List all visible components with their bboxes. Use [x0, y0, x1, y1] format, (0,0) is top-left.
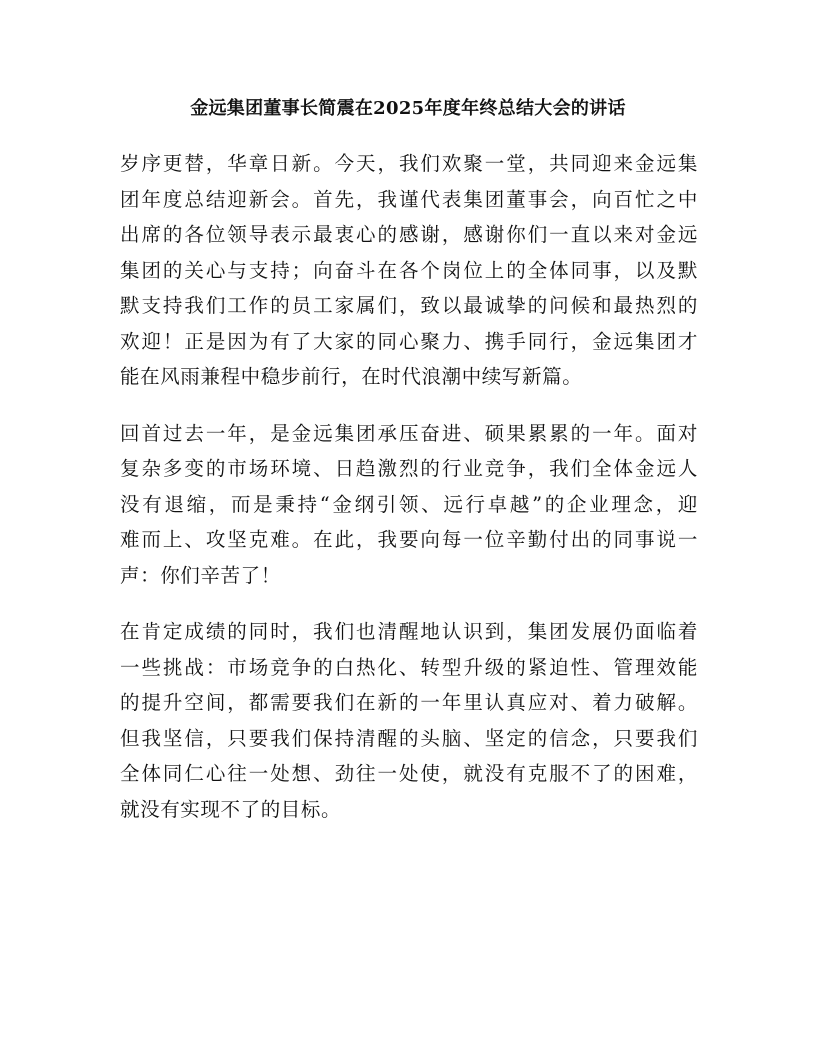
- paragraph-line: 声：你们辛苦了！: [120, 563, 281, 587]
- paragraph-line: 但我坚信，只要我们保持清醒的头脑、坚定的信念，只要我们: [120, 726, 698, 750]
- paragraph-line: 集团的关心与支持；向奋斗在各个岗位上的全体同事，以及默: [120, 258, 698, 282]
- paragraph-line: 团年度总结迎新会。首先，我谨代表集团董事会，向百忙之中: [120, 187, 698, 211]
- paragraph-line: 岁序更替，华章日新。今天，我们欢聚一堂，共同迎来金远集: [120, 152, 698, 175]
- paragraph-line: 难而上、攻坚克难。在此，我要向每一位辛勤付出的同事说一: [120, 528, 698, 551]
- paragraph-line: 的提升空间，都需要我们在新的一年里认真应对、着力破解。: [120, 691, 698, 714]
- paragraph-line: 出席的各位领导表示最衷心的感谢，感谢你们一直以来对金远: [120, 223, 698, 246]
- paragraph-1: [120, 146, 698, 395]
- paragraph-line: 没有退缩，而是秉持“金纲引领、远行卓越”的企业理念，迎: [120, 492, 698, 516]
- paragraph-line: 就没有实现不了的目标。: [120, 797, 342, 821]
- paragraph-line: 能在风雨兼程中稳步前行，在时代浪潮中续写新篇。: [120, 365, 583, 388]
- paragraph-line: 回首过去一年，是金远集团承压奋进、硕果累累的一年。面对: [120, 421, 698, 445]
- paragraph-line: 默支持我们工作的员工家属们，致以最诚挚的问候和最热烈的: [120, 294, 698, 317]
- paragraph-line: 复杂多变的市场环境、日趋激烈的行业竞争，我们全体金远人: [120, 457, 698, 480]
- paragraph-3: [120, 614, 698, 827]
- paragraph-line: 全体同仁心往一处想、劲往一处使，就没有克服不了的困难，: [120, 762, 698, 785]
- paragraph-line: 欢迎！正是因为有了大家的同心聚力、携手同行，金远集团才: [120, 329, 698, 353]
- paragraph-line: 一些挑战：市场竞争的白热化、转型升级的紧迫性、管理效能: [120, 655, 698, 679]
- paragraph-line: 在肯定成绩的同时，我们也清醒地认识到，集团发展仍面临着: [120, 620, 698, 643]
- paragraph-2: [120, 416, 698, 594]
- document-body: [120, 146, 698, 848]
- document-title: 金远集团董事长简震在2025年度年终总结大会的讲话: [190, 98, 626, 119]
